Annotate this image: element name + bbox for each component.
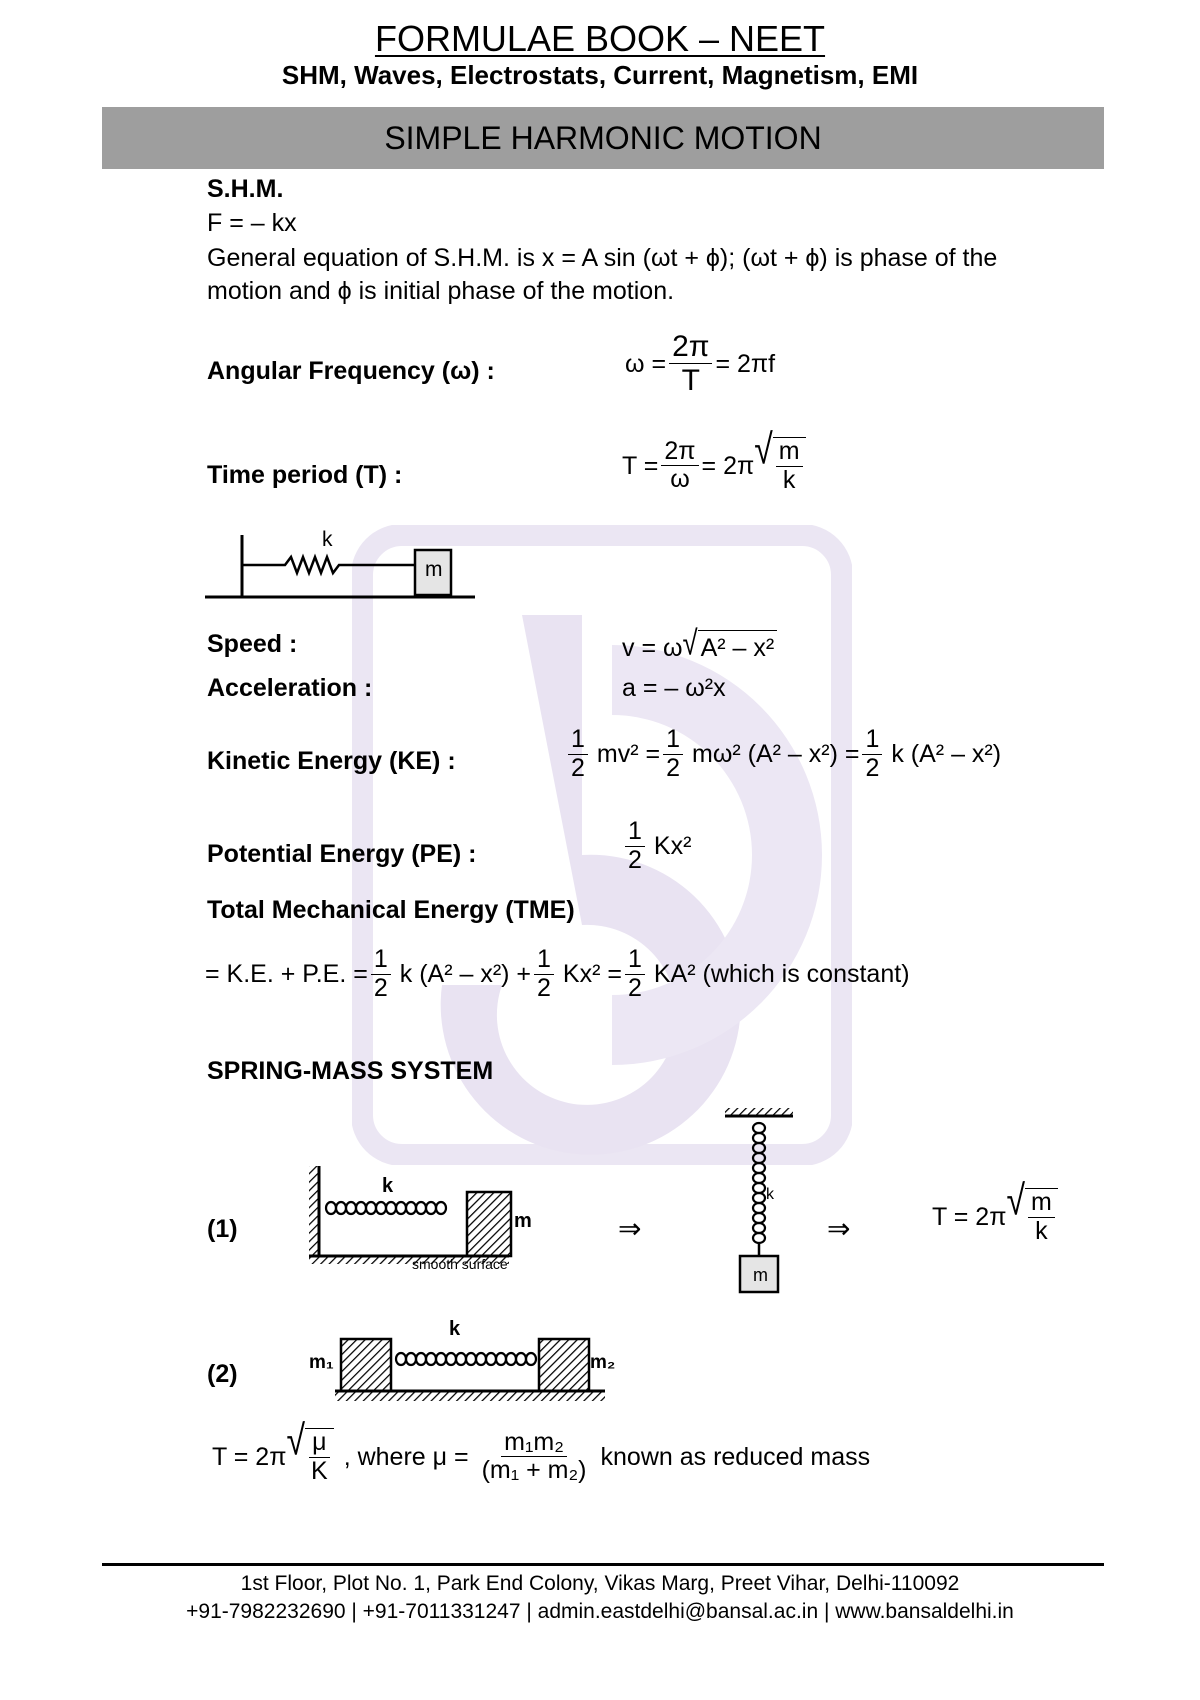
reduced-num: m₁m₂	[501, 1429, 567, 1458]
speed-radicand: A² – x²	[698, 630, 778, 665]
item1-label: (1)	[207, 1215, 238, 1243]
horizontal-m-label: m	[514, 1210, 532, 1232]
spring-period-lhs: T = 2π	[932, 1202, 1007, 1231]
kinetic-energy-label: Kinetic Energy (KE) :	[207, 747, 456, 775]
angular-frequency-label: Angular Frequency (ω) :	[207, 357, 495, 385]
tme-label: Total Mechanical Energy (TME)	[207, 896, 575, 924]
period-lhs: T =	[622, 451, 659, 480]
kinetic-energy-formula	[565, 726, 1001, 782]
reduced-mass-formula	[212, 1417, 871, 1485]
tme-term2: Kx² =	[562, 960, 622, 988]
speed-lhs: v = ω	[622, 633, 683, 662]
spring-mass-diagram	[205, 525, 485, 605]
m2-label: m₂	[590, 1352, 616, 1373]
vertical-k-label: k	[766, 1186, 774, 1203]
speed-sqrt: √ A² – x²	[683, 630, 778, 665]
pe-term: Kx²	[653, 832, 692, 860]
general-equation-line1: General equation of S.H.M. is x = A sin (ωt + ϕ); (ωt + ϕ) is phase of the	[207, 244, 998, 272]
tme-half-3: $\frac{1}{2}$	[625, 946, 645, 1002]
spring-period-sqrt: √ $\frac{m}{k}$	[1006, 1188, 1057, 1245]
reduced-den: (m₁ + m₂)	[481, 1456, 587, 1484]
spring-mass-heading: SPRING-MASS SYSTEM	[207, 1057, 494, 1085]
reduced-rden: K	[311, 1456, 328, 1485]
arrow-2: ⇒	[827, 1213, 851, 1244]
time-period-formula	[622, 426, 806, 494]
time-period-label: Time period (T) :	[207, 461, 403, 489]
reduced-rnum: μ	[309, 1429, 329, 1458]
diagram1-k-label: k	[322, 528, 333, 551]
tme-term1: k (A² – x²) +	[399, 960, 532, 988]
period-num: 2π	[661, 438, 698, 467]
two-mass-diagram	[335, 1335, 615, 1407]
section-banner: SIMPLE HARMONIC MOTION	[102, 107, 1104, 169]
tme-half-1: $\frac{1}{2}$	[371, 946, 391, 1002]
horizontal-spring-diagram	[305, 1160, 545, 1270]
ke-term1: mv² =	[596, 740, 661, 768]
angular-den: T	[681, 364, 700, 397]
ke-half-3: $\frac{1}{2}$	[862, 726, 882, 782]
diagram1-m-label: m	[425, 558, 443, 581]
pe-half: $\frac{1}{2}$	[625, 818, 645, 874]
speed-formula	[622, 623, 777, 665]
horizontal-k-label: k	[382, 1175, 394, 1197]
potential-energy-label: Potential Energy (PE) :	[207, 840, 477, 868]
angular-num: 2π	[669, 330, 712, 364]
footer-divider	[102, 1563, 1104, 1566]
smooth-surface-label: smooth surface	[412, 1256, 508, 1272]
period-sqrt: √ $\frac{m}{k}$	[754, 437, 805, 494]
arrow-1: ⇒	[618, 1213, 642, 1244]
angular-frequency-formula	[625, 330, 775, 397]
speed-label: Speed :	[207, 630, 298, 658]
two-mass-k-label: k	[449, 1318, 461, 1340]
page-subtitle: SHM, Waves, Electrostats, Current, Magnetism, EMI	[281, 60, 919, 90]
ke-half-2: $\frac{1}{2}$	[663, 726, 683, 782]
spring-period-formula	[932, 1177, 1058, 1245]
force-equation: F = – kx	[207, 209, 297, 237]
acceleration-label: Acceleration :	[207, 674, 373, 702]
period-mid: = 2π	[701, 451, 755, 480]
reduced-tail: known as reduced mass	[600, 1442, 871, 1471]
item2-label: (2)	[207, 1360, 238, 1388]
angular-lhs: ω =	[625, 349, 667, 378]
spring-period-den: k	[1035, 1216, 1048, 1245]
reduced-sqrt: √ $\frac{\mu}{K}$	[286, 1428, 333, 1485]
angular-fraction	[669, 330, 712, 397]
reduced-lhs: T = 2π	[212, 1442, 287, 1471]
reduced-fraction	[479, 1429, 590, 1485]
acceleration-formula: a = – ω²x	[622, 674, 726, 702]
page-title: FORMULAE BOOK – NEET	[374, 18, 826, 59]
shm-heading: S.H.M.	[207, 175, 284, 203]
angular-rhs: = 2πf	[715, 349, 776, 378]
period-fraction	[661, 438, 698, 494]
footer-contact: +91-7982232690 | +91-7011331247 | admin.eastdelhi@bansal.ac.in | www.bansaldelhi.in	[186, 1600, 1014, 1623]
ke-term2: mω² (A² – x²) =	[692, 740, 860, 768]
general-equation-line2: motion and ϕ is initial phase of the motion.	[207, 277, 675, 305]
period-den: ω	[670, 465, 690, 493]
period-rnum: m	[776, 438, 803, 467]
period-rden: k	[782, 465, 796, 494]
spring-period-num: m	[1028, 1189, 1055, 1218]
m1-label: m₁	[309, 1352, 334, 1373]
tme-lead: = K.E. + P.E. =	[205, 960, 368, 988]
vertical-m-label: m	[753, 1265, 768, 1285]
tme-half-2: $\frac{1}{2}$	[534, 946, 554, 1002]
tme-formula	[205, 946, 910, 1002]
ke-term3: k (A² – x²)	[891, 740, 1002, 768]
reduced-where: , where μ =	[343, 1442, 469, 1471]
ke-half-1: $\frac{1}{2}$	[568, 726, 588, 782]
potential-energy-formula	[622, 818, 691, 874]
tme-term3: KA² (which is constant)	[653, 960, 910, 988]
footer-address: 1st Floor, Plot No. 1, Park End Colony, Vikas Marg, Preet Vihar, Delhi-110092	[240, 1572, 960, 1595]
